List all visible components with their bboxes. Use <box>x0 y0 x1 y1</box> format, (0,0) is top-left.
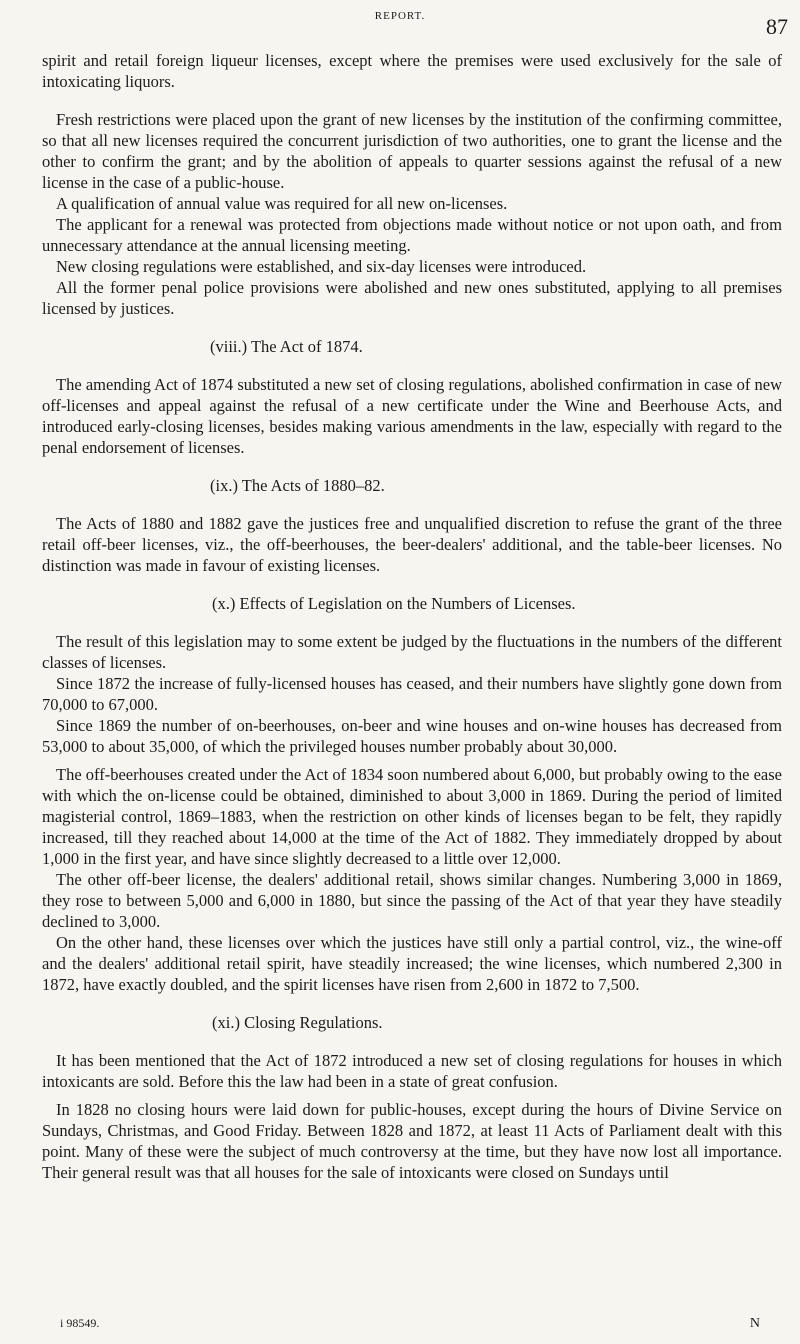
print-code: i 98549. <box>60 1316 100 1330</box>
section-heading-x: (x.) Effects of Legislation on the Numbers of Licenses. <box>212 594 576 613</box>
section-heading-ix: (ix.) The Acts of 1880–82. <box>210 476 385 495</box>
paragraph: Since 1872 the increase of fully-licensed houses has ceased, and their numbers have slightly gone down from 70,000 to 67,000. <box>42 674 782 714</box>
paragraph: The Acts of 1880 and 1882 gave the justices free and unqualified discretion to refuse the grant of the three retail off-beer licenses, viz., the off-beerhouses, the beer-dealers' additional, and the table-beer licenses. No distinction was made in favour of existing licenses. <box>42 514 782 575</box>
page-number: 87 <box>766 14 788 39</box>
paragraph: A qualification of annual value was required for all new on-licenses. <box>56 194 508 213</box>
paragraph: The applicant for a renewal was protected from objections made without notice or not upon oath, and from unnecessary attendance at the annual licensing meeting. <box>42 215 782 255</box>
paragraph: Since 1869 the number of on-beerhouses, on-beer and wine houses and on-wine houses has decreased from 53,000 to about 35,000, of which the privileged houses number probably about 30,000. <box>42 716 782 756</box>
section-heading-xi: (xi.) Closing Regulations. <box>212 1013 383 1032</box>
paragraph: The amending Act of 1874 substituted a new set of closing regulations, abolished confirmation in case of new off-licenses and appeal against the refusal of a new certificate under the Wine and Beerhouse Acts, and introduced early-closing licenses, besides making various amendments in the law, especially with regard to the penal endorsement of licenses. <box>42 375 782 457</box>
paragraph: In 1828 no closing hours were laid down for public-houses, except during the hours of Divine Service on Sundays, Christmas, and Good Friday. Between 1828 and 1872, at least 11 Acts of Parliament dealt with this point. Many of these were the subject of much controversy at the time, but they have now lost all importance. Their general result was that all houses for the sale of intoxicants were closed on Sundays until <box>42 1100 782 1182</box>
paragraph: All the former penal police provisions were abolished and new ones substituted, applying to all premises licensed by justices. <box>42 278 782 318</box>
section-heading-viii: (viii.) The Act of 1874. <box>210 337 363 356</box>
paragraph: The other off-beer license, the dealers' additional retail, shows similar changes. Numbering 3,000 in 1869, they rose to between 5,000 and 6,000 in 1880, but since the passing of the Act of that year they have steadily declined to 3,000. <box>42 870 782 931</box>
paragraph: The off-beerhouses created under the Act of 1834 soon numbered about 6,000, but probably owing to the ease with which the on-license could be obtained, diminished to about 3,000 in 1869. During the period of limited magisterial control, 1869–1883, when the restriction on other kinds of licenses began to be felt, they rapidly increased, till they reached about 14,000 at the time of the Act of 1882. They immediately dropped by about 1,000 in the first year, and have since slightly decreased to a little over 12,000. <box>42 765 782 868</box>
body-text <box>42 50 782 1183</box>
signature-mark: N <box>749 1316 760 1331</box>
paragraph: spirit and retail foreign liqueur licenses, except where the premises were used exclusively for the sale of intoxicating liquors. <box>42 51 782 91</box>
paragraph: It has been mentioned that the Act of 1872 introduced a new set of closing regulations for houses in which intoxicants are sold. Before this the law had been in a state of great confusion. <box>42 1051 782 1091</box>
running-head: REPORT. <box>374 10 426 22</box>
paragraph: New closing regulations were established, and six-day licenses were introduced. <box>56 257 587 276</box>
paragraph: The result of this legislation may to some extent be judged by the fluctuations in the numbers of the different classes of licenses. <box>42 632 782 672</box>
page-header <box>0 4 800 39</box>
paragraph: Fresh restrictions were placed upon the grant of new licenses by the institution of the confirming committee, so that all new licenses required the concurrent jurisdiction of two authorities, one to grant the license and the other to confirm the grant; and by the abolition of appeals to quarter sessions against the refusal of a new license in the case of a public-house. <box>42 110 782 192</box>
paragraph: On the other hand, these licenses over which the justices have still only a partial control, viz., the wine-off and the dealers' additional retail spirit, have steadily increased; the wine licenses, which numbered 2,300 in 1872, have exactly doubled, and the spirit licenses have risen from 2,600 in 1872 to 7,500. <box>42 933 782 994</box>
